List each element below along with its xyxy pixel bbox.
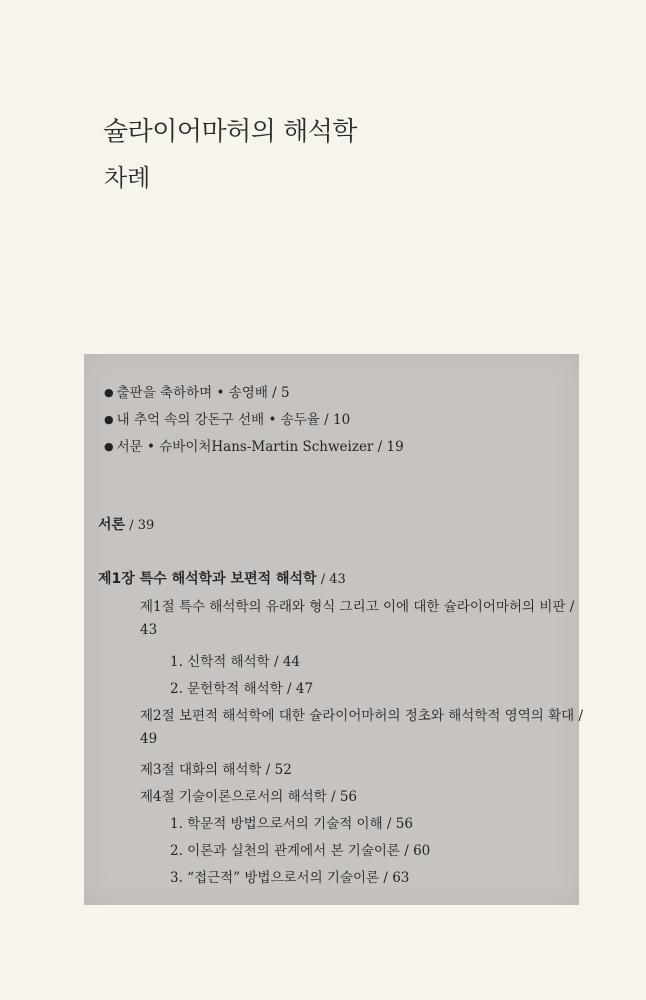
toc-entry-label: 제1장 특수 해석학과 보편적 해석학	[98, 571, 317, 587]
book-title: 슐라이어마허의 해석학	[103, 117, 357, 147]
toc-entry-label: 2. 문헌학적 해석학 / 47	[170, 681, 314, 697]
toc-entry-chapter1[interactable]	[98, 568, 346, 588]
toc-entry-theological-hermeneutics[interactable]	[170, 650, 300, 670]
toc-entry-page: 43	[140, 622, 158, 638]
table-of-contents	[84, 354, 583, 905]
toc-entry-label: 3. “접근적” 방법으로서의 기술이론 / 63	[170, 870, 410, 886]
toc-entry-label: 1. 학문적 방법으로서의 기술적 이해 / 56	[170, 816, 413, 832]
toc-entry-page: 49	[140, 731, 158, 747]
toc-entry-approximate-method[interactable]	[170, 866, 409, 886]
toc-entry-label: 제2절 보편적 해석학에 대한 슐라이어마허의 정초와 해석학적 영역의 확대 /	[140, 708, 583, 724]
toc-entry-section2[interactable]	[140, 704, 583, 724]
toc-entry-section1[interactable]	[140, 595, 574, 615]
toc-entry-label: 제3절 대화의 해석학 / 52	[140, 762, 292, 778]
toc-entry-page: / 39	[125, 518, 155, 533]
toc-entry-theory-practice[interactable]	[170, 839, 430, 859]
toc-entry-label: 1. 신학적 해석학 / 44	[170, 654, 301, 670]
toc-entry-philological-hermeneutics[interactable]	[170, 677, 313, 697]
toc-entry-label: 2. 이론과 실천의 관계에서 본 기술이론 / 60	[170, 843, 431, 859]
toc-entry-label: 제4절 기술이론으로서의 해석학 / 56	[140, 789, 358, 805]
toc-entry-label: 출판을 축하하며 • 송영배 / 5	[116, 385, 290, 401]
toc-heading: 차례	[104, 164, 151, 192]
toc-entry-section1-page	[140, 622, 157, 638]
toc-entry-section2-page	[140, 731, 157, 747]
toc-entry-label: 내 추억 속의 강돈구 선배 • 송두율 / 10	[116, 412, 351, 428]
toc-entry-section3[interactable]	[140, 758, 292, 778]
toc-entry-page: / 43	[316, 572, 346, 587]
toc-entry-technical-understanding[interactable]	[170, 812, 413, 832]
toc-entry-preface[interactable]	[104, 435, 404, 455]
toc-entry-label: 제1절 특수 해석학의 유래와 형식 그리고 이에 대한 슐라이어마허의 비판 /	[140, 599, 575, 615]
toc-entry-label: 서론	[98, 517, 126, 533]
toc-entry-introduction[interactable]	[98, 514, 154, 534]
toc-entry-congratulations[interactable]	[104, 381, 290, 401]
toc-entry-label: 서문 • 슈바이처Hans-Martin Schweizer / 19	[116, 439, 404, 455]
toc-entry-section4[interactable]	[140, 785, 357, 805]
toc-entry-memories[interactable]	[104, 408, 350, 428]
